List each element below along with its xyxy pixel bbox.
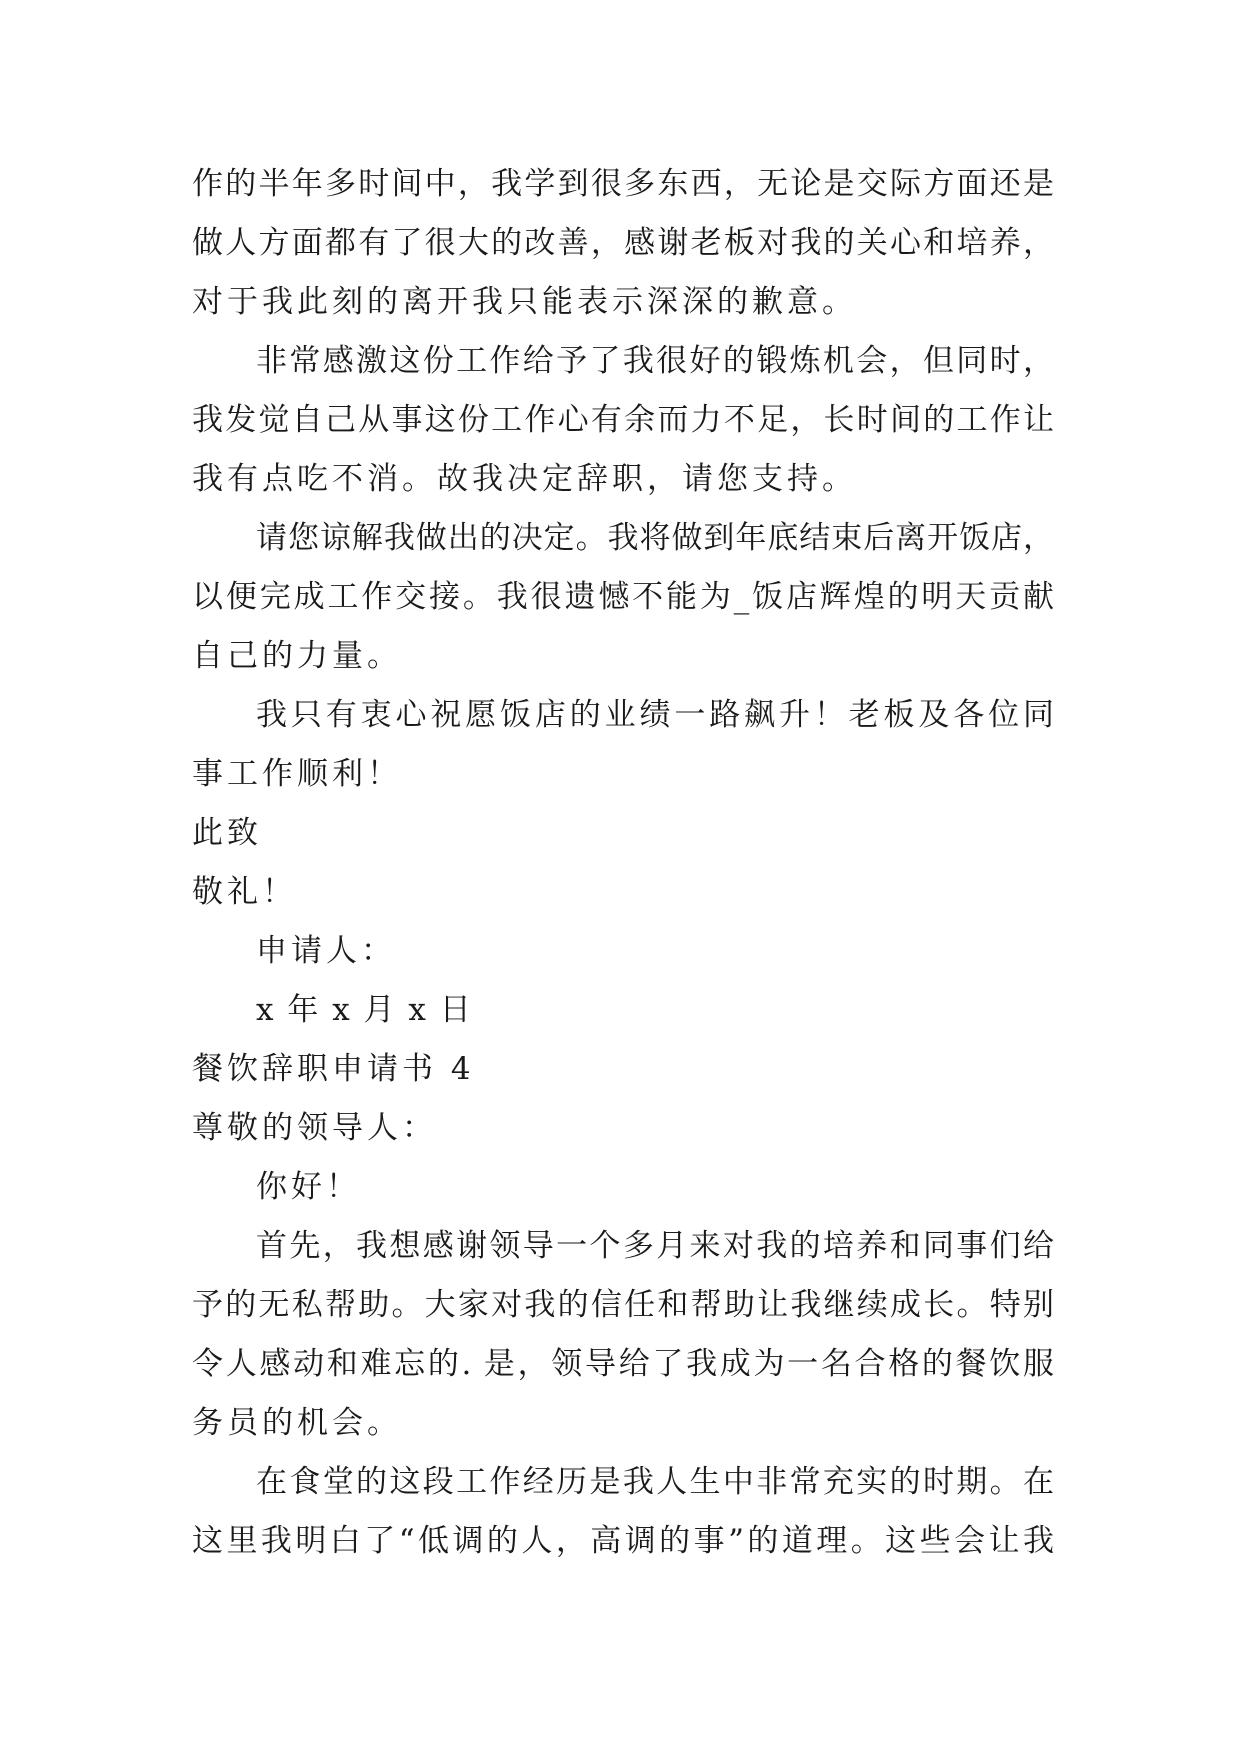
text-line: 我发觉自己从事这份工作心有余而力不足，长时间的工作让 bbox=[192, 402, 1054, 438]
date-line: x 年 x 月 x 日 bbox=[256, 992, 473, 1028]
text-line: 首先，我想感谢领导一个多月来对我的培养和同事们给 bbox=[256, 1228, 1054, 1264]
text-line: 做人方面都有了很大的改善，感谢老板对我的关心和培养， bbox=[192, 225, 1054, 261]
text-line: 务员的机会。 bbox=[192, 1405, 402, 1441]
text-line: 在食堂的这段工作经历是我人生中非常充实的时期。在 bbox=[256, 1464, 1054, 1500]
closing-line: 此致 bbox=[192, 815, 262, 851]
greeting-line: 你好！ bbox=[256, 1169, 361, 1205]
addressee-line: 尊敬的领导人： bbox=[192, 1110, 437, 1146]
text-line: 自己的力量。 bbox=[192, 638, 402, 674]
section-title: 餐饮辞职申请书 4 bbox=[192, 1051, 475, 1087]
text-line: 请您谅解我做出的决定。我将做到年底结束后离开饭店， bbox=[256, 520, 1054, 556]
text-line: 对于我此刻的离开我只能表示深深的歉意。 bbox=[192, 284, 857, 320]
text-line: 事工作顺利！ bbox=[192, 756, 402, 792]
text-line: 我有点吃不消。故我决定辞职，请您支持。 bbox=[192, 461, 857, 497]
text-line: 作的半年多时间中，我学到很多东西，无论是交际方面还是 bbox=[192, 166, 1054, 202]
text-line: 这里我明白了“低调的人，高调的事”的道理。这些会让我 bbox=[192, 1523, 1054, 1559]
salutation-line: 敬礼！ bbox=[192, 874, 297, 910]
text-line: 以便完成工作交接。我很遗憾不能为_饭店辉煌的明天贡献 bbox=[192, 579, 1054, 615]
text-line: 令人感动和难忘的. 是，领导给了我成为一名合格的餐饮服 bbox=[192, 1346, 1054, 1382]
text-line: 非常感激这份工作给予了我很好的锻炼机会，但同时， bbox=[256, 343, 1054, 379]
text-line: 我只有衷心祝愿饭店的业绩一路飙升！老板及各位同 bbox=[256, 697, 1054, 733]
applicant-label: 申请人： bbox=[256, 933, 396, 969]
text-line: 予的无私帮助。大家对我的信任和帮助让我继续成长。特别 bbox=[192, 1287, 1054, 1323]
